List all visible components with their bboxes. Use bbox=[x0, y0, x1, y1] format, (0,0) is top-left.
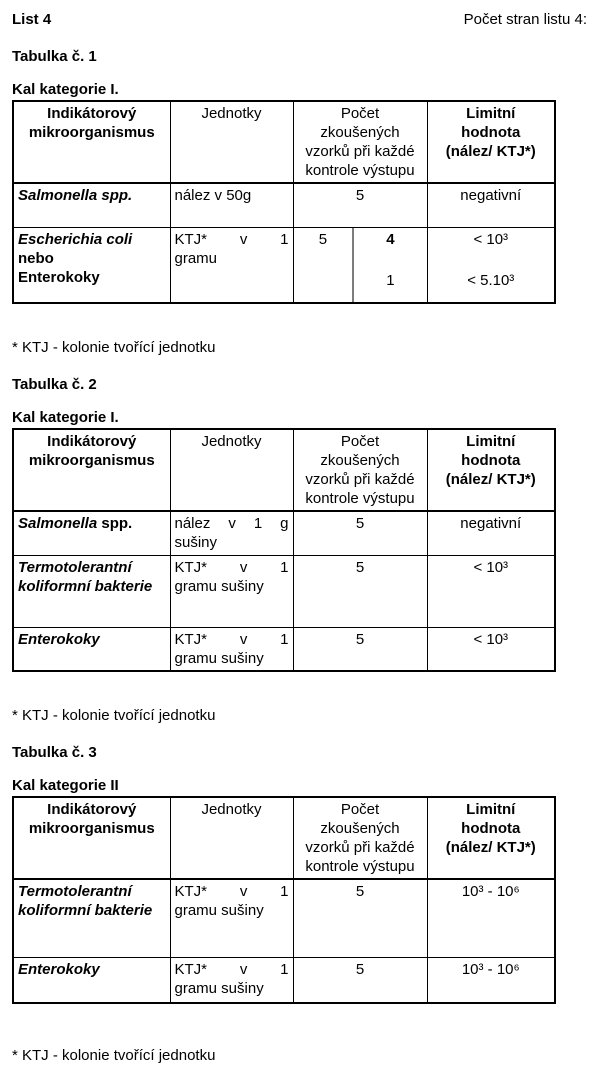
header-cell-count: Počet zkoušených vzorků při každé kontrole výstupu bbox=[293, 101, 427, 183]
count-cell: 5 bbox=[293, 957, 427, 1003]
limit-cell: < 10³ < 5.10³ bbox=[427, 227, 555, 303]
limit-cell: negativní bbox=[427, 511, 555, 555]
count-cell: 5 bbox=[293, 511, 427, 555]
organism-cell: Salmonella spp. bbox=[13, 511, 170, 555]
table-row bbox=[13, 227, 555, 303]
organism-cell: Enterokoky bbox=[13, 957, 170, 1003]
header-cell-units: Jednotky bbox=[170, 797, 293, 879]
count-cell: 5 bbox=[293, 183, 427, 227]
limit-cell: 10³ - 10⁶ bbox=[427, 879, 555, 957]
doc-label: List 4 bbox=[12, 11, 52, 28]
header-cell-organism: Indikátorový mikroorganismus bbox=[13, 797, 170, 879]
limit-cell: negativní bbox=[427, 183, 555, 227]
units-cell: KTJ* v 1 gramu bbox=[170, 227, 293, 303]
limit-cell: < 10³ bbox=[427, 555, 555, 627]
table-row bbox=[13, 879, 555, 957]
count-cell: 5 bbox=[293, 555, 427, 627]
header-cell-limit: Limitní hodnota (nález/ KTJ*) bbox=[427, 429, 555, 511]
footnote-2: * KTJ - kolonie tvořící jednotku bbox=[12, 706, 216, 724]
count-split-cell bbox=[293, 227, 427, 303]
units-cell: nález v 50g bbox=[170, 183, 293, 227]
table-row bbox=[13, 511, 555, 555]
table-row bbox=[13, 957, 555, 1003]
table-3-header-row bbox=[13, 797, 555, 879]
table-3-title: Tabulka č. 3 bbox=[12, 743, 97, 761]
units-cell: nález v 1 g sušiny bbox=[170, 511, 293, 555]
organism-cell: Termotolerantní koliformní bakterie bbox=[13, 555, 170, 627]
units-cell: KTJ* v 1 gramu sušiny bbox=[170, 957, 293, 1003]
limit-cell: < 10³ bbox=[427, 627, 555, 671]
organism-cell: Escherichia coli nebo Enterokoky bbox=[13, 227, 170, 303]
table-1-category: Kal kategorie I. bbox=[12, 81, 119, 99]
header-cell-count: Počet zkoušených vzorků při každé kontrole výstupu bbox=[293, 429, 427, 511]
count-subcell-values: 4 1 bbox=[352, 228, 426, 302]
header-cell-organism: Indikátorový mikroorganismus bbox=[13, 429, 170, 511]
units-cell: KTJ* v 1 gramu sušiny bbox=[170, 627, 293, 671]
table-1-header-row bbox=[13, 101, 555, 183]
header-cell-units: Jednotky bbox=[170, 429, 293, 511]
count-cell: 5 bbox=[293, 879, 427, 957]
header-cell-limit: Limitní hodnota (nález/ KTJ*) bbox=[427, 797, 555, 879]
table-2-category: Kal kategorie I. bbox=[12, 408, 119, 426]
limit-cell: 10³ - 10⁶ bbox=[427, 957, 555, 1003]
header-cell-limit: Limitní hodnota (nález/ KTJ*) bbox=[427, 101, 555, 183]
organism-cell: Termotolerantní koliformní bakterie bbox=[13, 879, 170, 957]
table-2-title: Tabulka č. 2 bbox=[12, 375, 97, 393]
count-subcell-total: 5 bbox=[318, 230, 328, 248]
table-row bbox=[13, 555, 555, 627]
table-2-header-row bbox=[13, 429, 555, 511]
footnote-1: * KTJ - kolonie tvořící jednotku bbox=[12, 338, 216, 356]
table-1-title: Tabulka č. 1 bbox=[12, 48, 97, 66]
organism-cell: Enterokoky bbox=[13, 627, 170, 671]
header-cell-count: Počet zkoušených vzorků při každé kontrole výstupu bbox=[293, 797, 427, 879]
table-row bbox=[13, 183, 555, 227]
table-1 bbox=[12, 100, 556, 304]
count-cell: 5 bbox=[293, 627, 427, 671]
units-cell: KTJ* v 1 gramu sušiny bbox=[170, 555, 293, 627]
table-3 bbox=[12, 796, 556, 1004]
header-cell-organism: Indikátorový mikroorganismus bbox=[13, 101, 170, 183]
page-count-label: Počet stran listu 4: bbox=[463, 11, 587, 28]
table-3-category: Kal kategorie II bbox=[12, 776, 119, 794]
header-cell-units: Jednotky bbox=[170, 101, 293, 183]
table-2 bbox=[12, 428, 556, 672]
doc-header bbox=[12, 10, 587, 29]
organism-cell: Salmonella spp. bbox=[13, 183, 170, 227]
table-row bbox=[13, 627, 555, 671]
footnote-3: * KTJ - kolonie tvořící jednotku bbox=[12, 1047, 216, 1065]
units-cell: KTJ* v 1 gramu sušiny bbox=[170, 879, 293, 957]
